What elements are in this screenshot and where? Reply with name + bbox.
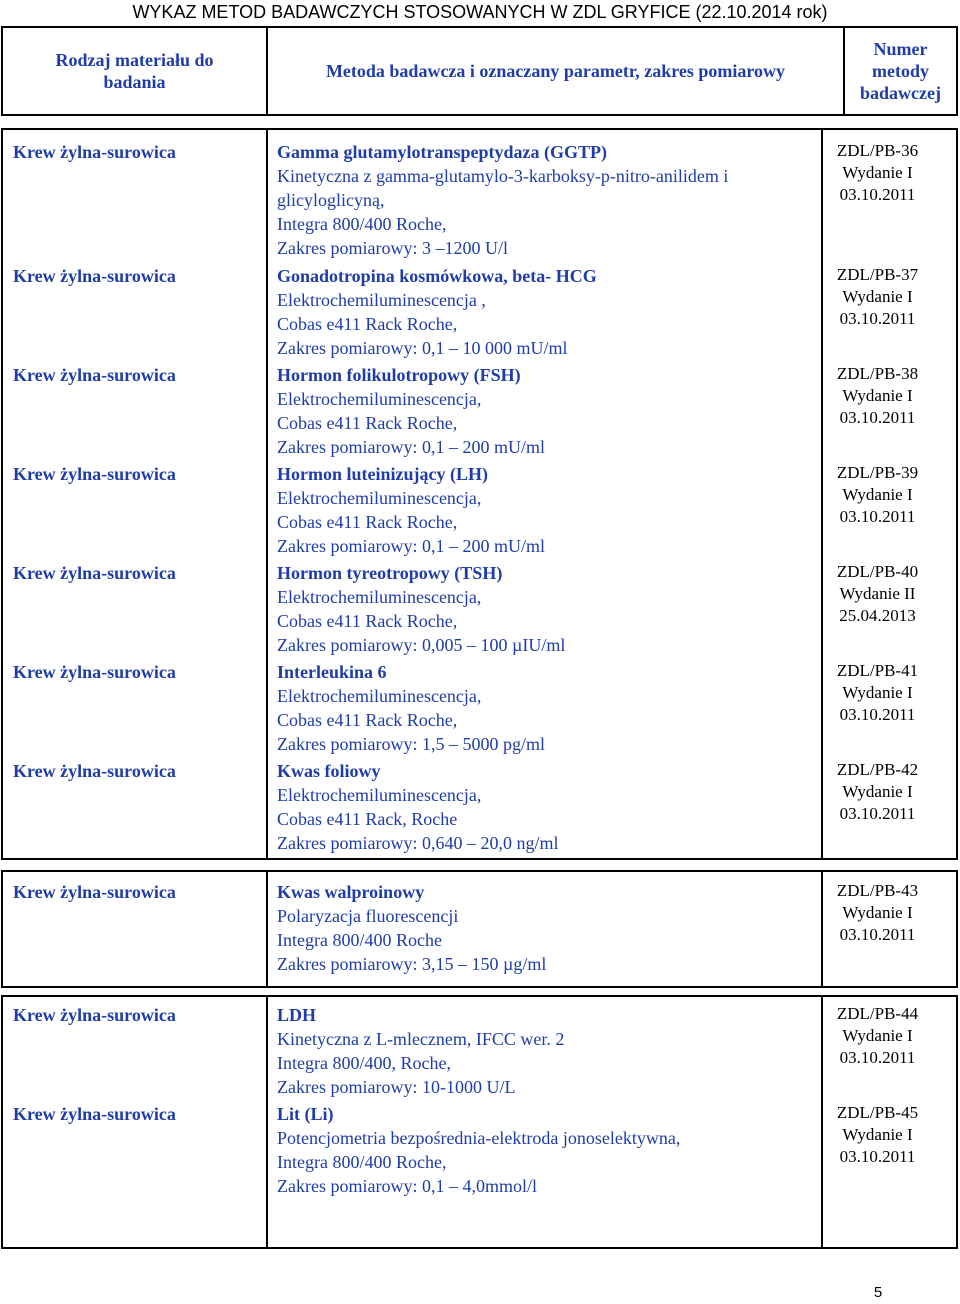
method-line: Cobas e411 Rack Roche, xyxy=(277,314,458,334)
method-code: ZDL/PB-38 xyxy=(836,364,919,383)
parameter-name: Hormon luteinizujący (LH) xyxy=(277,464,488,484)
edition-label: Wydanie I xyxy=(842,386,913,405)
method-code: ZDL/PB-44 xyxy=(836,1004,919,1023)
parameter-name: LDH xyxy=(277,1005,317,1025)
method-code: ZDL/PB-37 xyxy=(836,265,919,284)
table-section-3 xyxy=(1,995,958,1249)
method-cell xyxy=(277,363,817,459)
column-divider xyxy=(821,997,823,1247)
edition-date: 25.04.2013 xyxy=(839,606,916,625)
method-cell xyxy=(277,880,817,976)
method-number-cell xyxy=(825,660,930,726)
edition-date: 03.10.2011 xyxy=(839,925,916,944)
header-method: Metoda badawcza i oznaczany parametr, zakres pomiarowy xyxy=(268,28,845,114)
method-line: Zakres pomiarowy: 0,640 – 20,0 ng/ml xyxy=(277,833,559,853)
parameter-name: Interleukina 6 xyxy=(277,662,387,682)
material-cell: Krew żylna-surowica xyxy=(13,563,176,583)
method-number-cell xyxy=(825,1102,930,1168)
method-cell xyxy=(277,1003,817,1099)
method-number-cell xyxy=(825,1003,930,1069)
material-cell: Krew żylna-surowica xyxy=(13,365,176,385)
method-line: Integra 800/400 Roche, xyxy=(277,214,447,234)
method-line: Zakres pomiarowy: 3,15 – 150 µg/ml xyxy=(277,954,547,974)
method-line: Kinetyczna z L-mlecznem, IFCC wer. 2 xyxy=(277,1029,565,1049)
material-cell: Krew żylna-surowica xyxy=(13,464,176,484)
edition-date: 03.10.2011 xyxy=(839,185,916,204)
material-cell: Krew żylna-surowica xyxy=(13,882,176,902)
method-line: Integra 800/400, Roche, xyxy=(277,1053,451,1073)
method-line: glicyloglicyną, xyxy=(277,190,385,210)
method-code: ZDL/PB-43 xyxy=(836,881,919,900)
method-code: ZDL/PB-41 xyxy=(836,661,919,680)
method-line: Elektrochemiluminescencja, xyxy=(277,389,482,409)
material-cell: Krew żylna-surowica xyxy=(13,1104,176,1124)
table-section-2 xyxy=(1,870,958,988)
parameter-name: Kwas foliowy xyxy=(277,761,381,781)
parameter-name: Kwas walproinowy xyxy=(277,882,425,902)
edition-label: Wydanie I xyxy=(842,485,913,504)
column-divider xyxy=(266,130,268,858)
parameter-name: Gonadotropina kosmówkowa, beta- HCG xyxy=(277,266,597,286)
material-cell: Krew żylna-surowica xyxy=(13,662,176,682)
method-number-cell xyxy=(825,264,930,330)
method-line: Zakres pomiarowy: 3 –1200 U/l xyxy=(277,238,508,258)
method-code: ZDL/PB-42 xyxy=(836,760,919,779)
method-line: Elektrochemiluminescencja, xyxy=(277,587,482,607)
material-cell: Krew żylna-surowica xyxy=(13,266,176,286)
material-cell: Krew żylna-surowica xyxy=(13,761,176,781)
parameter-name: Hormon folikulotropowy (FSH) xyxy=(277,365,521,385)
method-cell xyxy=(277,140,817,260)
column-divider xyxy=(821,872,823,986)
table-header xyxy=(1,26,958,116)
method-line: Kinetyczna z gamma-glutamylo-3-karboksy-p-nitro-anilidem i xyxy=(277,166,729,186)
method-line: Cobas e411 Rack Roche, xyxy=(277,611,458,631)
method-code: ZDL/PB-39 xyxy=(836,463,919,482)
method-number-cell xyxy=(825,462,930,528)
parameter-name: Lit (Li) xyxy=(277,1104,334,1124)
edition-date: 03.10.2011 xyxy=(839,804,916,823)
edition-date: 03.10.2011 xyxy=(839,507,916,526)
edition-label: Wydanie I xyxy=(842,163,913,182)
method-line: Cobas e411 Rack, Roche xyxy=(277,809,458,829)
method-line: Zakres pomiarowy: 10-1000 U/L xyxy=(277,1077,516,1097)
edition-label: Wydanie I xyxy=(842,1026,913,1045)
method-line: Zakres pomiarowy: 0,005 – 100 µIU/ml xyxy=(277,635,566,655)
edition-label: Wydanie I xyxy=(842,782,913,801)
method-number-cell xyxy=(825,140,930,206)
method-line: Cobas e411 Rack Roche, xyxy=(277,413,458,433)
edition-label: Wydanie I xyxy=(842,903,913,922)
method-line: Zakres pomiarowy: 0,1 – 4,0mmol/l xyxy=(277,1176,537,1196)
header-number: Numer metody badawczej xyxy=(860,39,941,103)
method-number-cell xyxy=(825,759,930,825)
method-cell xyxy=(277,759,817,855)
method-cell xyxy=(277,1102,817,1198)
method-line: Zakres pomiarowy: 1,5 – 5000 pg/ml xyxy=(277,734,545,754)
method-line: Zakres pomiarowy: 0,1 – 10 000 mU/ml xyxy=(277,338,568,358)
method-code: ZDL/PB-36 xyxy=(836,141,919,160)
material-cell: Krew żylna-surowica xyxy=(13,1005,176,1025)
method-line: Polaryzacja fluorescencji xyxy=(277,906,459,926)
method-cell xyxy=(277,660,817,756)
method-line: Elektrochemiluminescencja, xyxy=(277,686,482,706)
edition-date: 03.10.2011 xyxy=(839,705,916,724)
method-code: ZDL/PB-40 xyxy=(836,562,919,581)
method-number-cell xyxy=(825,880,930,946)
method-line: Integra 800/400 Roche xyxy=(277,930,442,950)
edition-date: 03.10.2011 xyxy=(839,1147,916,1166)
method-cell xyxy=(277,462,817,558)
edition-label: Wydanie I xyxy=(842,287,913,306)
method-code: ZDL/PB-45 xyxy=(836,1103,919,1122)
column-divider xyxy=(821,130,823,858)
header-material: Rodzaj materiału do badania xyxy=(3,28,268,114)
column-divider xyxy=(266,872,268,986)
parameter-name: Gamma glutamylotranspeptydaza (GGTP) xyxy=(277,142,607,162)
edition-label: Wydanie I xyxy=(842,683,913,702)
method-number-cell xyxy=(825,363,930,429)
edition-label: Wydanie I xyxy=(842,1125,913,1144)
method-line: Potencjometria bezpośrednia-elektroda jonoselektywna, xyxy=(277,1128,681,1148)
edition-date: 03.10.2011 xyxy=(839,1048,916,1067)
edition-date: 03.10.2011 xyxy=(839,408,916,427)
table-section-1 xyxy=(1,128,958,860)
method-line: Cobas e411 Rack Roche, xyxy=(277,512,458,532)
edition-date: 03.10.2011 xyxy=(839,309,916,328)
method-line: Cobas e411 Rack Roche, xyxy=(277,710,458,730)
method-number-cell xyxy=(825,561,930,627)
material-cell: Krew żylna-surowica xyxy=(13,142,176,162)
method-line: Elektrochemiluminescencja, xyxy=(277,785,482,805)
method-cell xyxy=(277,561,817,657)
column-divider xyxy=(266,997,268,1247)
method-line: Elektrochemiluminescencja, xyxy=(277,488,482,508)
method-line: Integra 800/400 Roche, xyxy=(277,1152,447,1172)
method-line: Elektrochemiluminescencja , xyxy=(277,290,486,310)
edition-label: Wydanie II xyxy=(839,584,916,603)
page-number: 5 xyxy=(873,1284,883,1301)
parameter-name: Hormon tyreotropowy (TSH) xyxy=(277,563,503,583)
method-line: Zakres pomiarowy: 0,1 – 200 mU/ml xyxy=(277,536,545,556)
document-title: WYKAZ METOD BADAWCZYCH STOSOWANYCH W ZDL GRYFICE (22.10.2014 rok) xyxy=(132,2,828,22)
method-cell xyxy=(277,264,817,360)
method-line: Zakres pomiarowy: 0,1 – 200 mU/ml xyxy=(277,437,545,457)
